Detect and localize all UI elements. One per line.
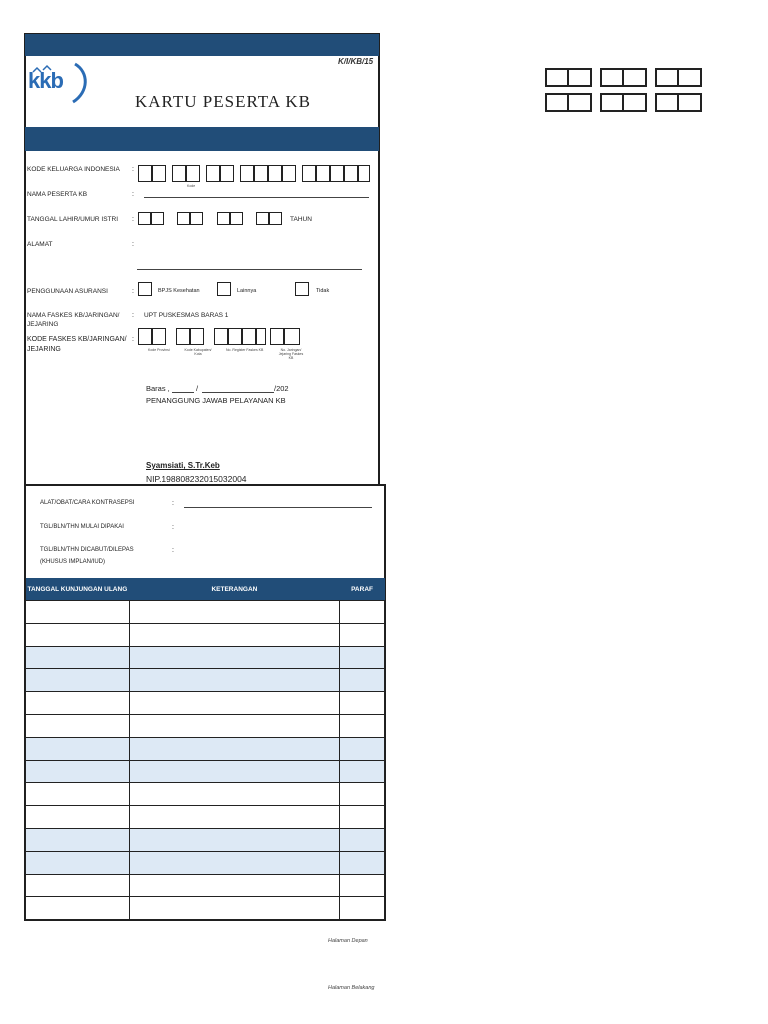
keterangan-cell[interactable] <box>129 646 339 669</box>
keterangan-cell[interactable] <box>129 806 339 829</box>
tanggal-cell[interactable] <box>26 874 130 897</box>
header-paraf: PARAF <box>340 578 385 601</box>
colon: : <box>132 312 134 319</box>
kkb-logo <box>27 58 91 110</box>
table-row <box>26 851 385 874</box>
tanggal-cell[interactable] <box>26 737 130 760</box>
table-row <box>26 897 385 920</box>
keterangan-cell[interactable] <box>129 692 339 715</box>
paraf-cell[interactable] <box>340 828 385 851</box>
colon: : <box>132 191 134 198</box>
footer-belakang: Halaman Belakang <box>328 985 375 991</box>
tanggal-cell[interactable] <box>26 897 130 920</box>
paraf-cell[interactable] <box>340 874 385 897</box>
paraf-cell[interactable] <box>340 601 385 624</box>
table-row <box>26 783 385 806</box>
paraf-cell[interactable] <box>340 692 385 715</box>
paraf-cell[interactable] <box>340 783 385 806</box>
sub-no-jaringan: No. Jaringan/ Jejaring Faskes KB <box>278 348 304 360</box>
label-kontrasepsi: ALAT/OBAT/CARA KONTRASEPSI <box>40 500 135 506</box>
sub-no-register: No. Register Faskes KB <box>226 348 264 352</box>
tanggal-cell[interactable] <box>26 669 130 692</box>
header-keterangan: KETERANGAN <box>129 578 339 601</box>
footer-depan: Halaman Depan <box>328 938 368 944</box>
visit-table <box>25 578 385 920</box>
keterangan-cell[interactable] <box>129 623 339 646</box>
paraf-cell[interactable] <box>340 646 385 669</box>
keterangan-cell[interactable] <box>129 783 339 806</box>
paraf-cell[interactable] <box>340 806 385 829</box>
colon: : <box>172 500 174 507</box>
paraf-cell[interactable] <box>340 669 385 692</box>
paraf-cell[interactable] <box>340 897 385 920</box>
tanggal-cell[interactable] <box>26 646 130 669</box>
label-kode-faskes: KODE FASKES KB/JARINGAN/ <box>27 336 127 343</box>
colon: : <box>132 241 134 248</box>
table-row <box>26 760 385 783</box>
tanggal-cell[interactable] <box>26 692 130 715</box>
table-row <box>26 669 385 692</box>
label-asuransi: PENGGUNAAN ASURANSI <box>27 288 108 295</box>
keterangan-cell[interactable] <box>129 851 339 874</box>
checkbox-tidak[interactable] <box>295 282 309 296</box>
keterangan-cell[interactable] <box>129 760 339 783</box>
keterangan-cell[interactable] <box>129 874 339 897</box>
checkbox-lainnya[interactable] <box>217 282 231 296</box>
card-title: KARTU PESERTA KB <box>135 92 312 111</box>
label-mulai: TGL/BLN/THN MULAI DIPAKAI <box>40 524 124 530</box>
label-nama-peserta: NAMA PESERTA KB <box>27 191 88 198</box>
table-row <box>26 806 385 829</box>
keterangan-cell[interactable] <box>129 669 339 692</box>
sig-year: /202 <box>274 384 289 393</box>
logo-text: kkb <box>28 68 63 93</box>
checkbox-bpjs[interactable] <box>138 282 152 296</box>
label-lainnya: Lainnya <box>237 288 257 294</box>
label-alamat: ALAMAT <box>27 241 53 248</box>
label-nama-faskes-2: JEJARING <box>27 321 59 328</box>
keterangan-cell[interactable] <box>129 714 339 737</box>
kontrasepsi-field[interactable] <box>184 507 372 508</box>
sig-day-line[interactable] <box>172 392 194 393</box>
keterangan-cell[interactable] <box>129 897 339 920</box>
label-bpjs: BPJS Kesehatan <box>158 288 200 294</box>
colon: : <box>132 288 134 295</box>
sig-place: Baras , <box>146 384 170 393</box>
sig-month-line[interactable] <box>202 392 274 393</box>
sub-kabupaten: Kode Kabupaten/ Kota <box>184 348 212 356</box>
label-kode-keluarga: KODE KELUARGA INDONESIA <box>27 166 120 173</box>
paraf-cell[interactable] <box>340 760 385 783</box>
label-dicabut: TGL/BLN/THN DICABUT/DILEPAS <box>40 547 134 553</box>
label-tanggal-lahir: TANGGAL LAHIR/UMUR ISTRI <box>27 216 119 223</box>
colon: : <box>132 166 134 173</box>
label-tidak: Tidak <box>316 288 330 294</box>
header-band-bottom <box>25 127 379 151</box>
colon: : <box>132 336 134 343</box>
table-row <box>26 692 385 715</box>
label-kode-faskes-2: JEJARING <box>27 346 61 353</box>
header-band-top <box>25 34 379 56</box>
label-dicabut-2: (KHUSUS IMPLAN/IUD) <box>40 559 106 565</box>
tanggal-cell[interactable] <box>26 806 130 829</box>
tanggal-cell[interactable] <box>26 851 130 874</box>
table-row <box>26 623 385 646</box>
keterangan-cell[interactable] <box>129 601 339 624</box>
table-row <box>26 714 385 737</box>
table-row <box>26 646 385 669</box>
nama-faskes-value: UPT PUSKESMAS BARAS 1 <box>144 312 229 319</box>
keterangan-cell[interactable] <box>129 737 339 760</box>
colon: : <box>132 216 134 223</box>
sub-provinsi: Kode Provinsi <box>148 348 170 352</box>
tanggal-cell[interactable] <box>26 601 130 624</box>
table-row <box>26 874 385 897</box>
tanggal-cell[interactable] <box>26 760 130 783</box>
label-nama-faskes: NAMA FASKES KB/JARINGAN/ <box>27 312 120 319</box>
nama-peserta-field[interactable] <box>144 197 369 198</box>
paraf-cell[interactable] <box>340 737 385 760</box>
kki-sub-label: Kode <box>187 184 196 188</box>
colon: : <box>172 547 174 554</box>
keterangan-cell[interactable] <box>129 828 339 851</box>
sig-role: PENANGGUNG JAWAB PELAYANAN KB <box>146 396 286 405</box>
header-tanggal: TANGGAL KUNJUNGAN ULANG <box>26 578 130 601</box>
label-tahun: TAHUN <box>290 216 312 223</box>
sig-name: Syamsiati, S.Tr.Keb <box>146 461 220 470</box>
table-row <box>26 601 385 624</box>
tanggal-cell[interactable] <box>26 828 130 851</box>
tanggal-cell[interactable] <box>26 783 130 806</box>
table-row <box>26 828 385 851</box>
paraf-cell[interactable] <box>340 714 385 737</box>
card-code: K/I/KB/15 <box>338 57 374 66</box>
tanggal-cell[interactable] <box>26 714 130 737</box>
sig-nip: NIP.198808232015032004 <box>146 474 247 484</box>
paraf-cell[interactable] <box>340 623 385 646</box>
colon: : <box>172 524 174 531</box>
sig-slash: / <box>196 384 199 393</box>
alamat-field[interactable] <box>137 269 362 270</box>
table-row <box>26 737 385 760</box>
paraf-cell[interactable] <box>340 851 385 874</box>
tanggal-cell[interactable] <box>26 623 130 646</box>
